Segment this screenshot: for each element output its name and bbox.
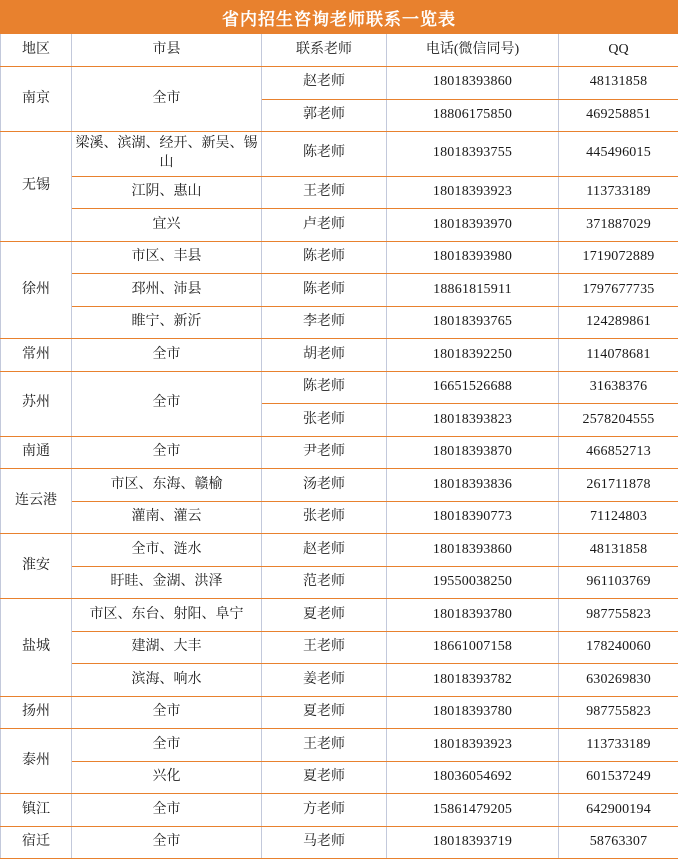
cell-city: 江阴、惠山 [72,176,262,209]
cell-phone: 18036054692 [387,761,559,794]
cell-region: 南京 [1,67,72,132]
cell-phone: 18018393765 [387,306,559,339]
table-row [1,761,678,794]
cell-city: 全市 [72,67,262,132]
table-row [1,132,678,177]
cell-teacher: 张老师 [262,404,387,437]
table-row [1,241,678,274]
table-row [1,339,678,372]
table-row [1,729,678,762]
cell-qq: 113733189 [559,729,678,762]
cell-city: 梁溪、滨湖、经开、新吴、锡山 [72,132,262,177]
page-title-bar [0,0,678,34]
cell-city: 全市 [72,729,262,762]
cell-qq: 466852713 [559,436,678,469]
cell-qq: 961103769 [559,566,678,599]
cell-city: 全市 [72,826,262,859]
table-row [1,631,678,664]
cell-city: 灌南、灌云 [72,501,262,534]
cell-region: 常州 [1,339,72,372]
table-row [1,826,678,859]
cell-phone: 19550038250 [387,566,559,599]
cell-qq: 601537249 [559,761,678,794]
cell-teacher: 陈老师 [262,274,387,307]
table-header [1,34,678,67]
cell-phone: 18018393923 [387,729,559,762]
table-row [1,566,678,599]
cell-city: 睢宁、新沂 [72,306,262,339]
cell-teacher: 赵老师 [262,534,387,567]
cell-teacher: 李老师 [262,306,387,339]
cell-teacher: 陈老师 [262,241,387,274]
cell-qq: 987755823 [559,696,678,729]
table-row [1,274,678,307]
table-row [1,436,678,469]
cell-city: 市区、东台、射阳、阜宁 [72,599,262,632]
cell-phone: 18018393755 [387,132,559,177]
table-body [1,67,678,859]
cell-qq: 261711878 [559,469,678,502]
cell-teacher: 张老师 [262,501,387,534]
cell-city: 全市、涟水 [72,534,262,567]
cell-region: 苏州 [1,371,72,436]
table-row [1,67,678,100]
cell-city: 全市 [72,339,262,372]
cell-phone: 18018393823 [387,404,559,437]
cell-qq: 469258851 [559,99,678,132]
cell-qq: 58763307 [559,826,678,859]
cell-qq: 445496015 [559,132,678,177]
cell-qq: 113733189 [559,176,678,209]
cell-city: 全市 [72,436,262,469]
cell-phone: 18018393782 [387,664,559,697]
contact-table [0,34,678,859]
cell-teacher: 王老师 [262,729,387,762]
cell-teacher: 姜老师 [262,664,387,697]
cell-phone: 18018393970 [387,209,559,242]
table-row [1,664,678,697]
table-row [1,306,678,339]
cell-qq: 371887029 [559,209,678,242]
cell-phone: 18018390773 [387,501,559,534]
column-header-teacher: 联系老师 [262,34,387,67]
table-row [1,534,678,567]
cell-region: 镇江 [1,794,72,827]
cell-teacher: 夏老师 [262,599,387,632]
column-header-city: 市县 [72,34,262,67]
cell-city: 市区、丰县 [72,241,262,274]
cell-teacher: 夏老师 [262,696,387,729]
table-header-row [1,34,678,67]
cell-teacher: 汤老师 [262,469,387,502]
cell-phone: 18018393860 [387,534,559,567]
cell-teacher: 赵老师 [262,67,387,100]
cell-city: 盱眭、金湖、洪泽 [72,566,262,599]
cell-phone: 18018393923 [387,176,559,209]
table-row [1,209,678,242]
cell-region: 淮安 [1,534,72,599]
cell-teacher: 王老师 [262,176,387,209]
cell-phone: 15861479205 [387,794,559,827]
cell-city: 全市 [72,696,262,729]
cell-teacher: 马老师 [262,826,387,859]
cell-qq: 987755823 [559,599,678,632]
table-row [1,794,678,827]
page-title: 省内招生咨询老师联系一览表 [222,5,456,30]
cell-region: 无锡 [1,132,72,242]
column-header-phone: 电话(微信同号) [387,34,559,67]
cell-city: 兴化 [72,761,262,794]
cell-teacher: 尹老师 [262,436,387,469]
cell-city: 滨海、响水 [72,664,262,697]
cell-qq: 642900194 [559,794,678,827]
table-row [1,696,678,729]
cell-city: 邳州、沛县 [72,274,262,307]
cell-phone: 18018393719 [387,826,559,859]
table-row [1,599,678,632]
table-row [1,469,678,502]
cell-teacher: 王老师 [262,631,387,664]
cell-teacher: 卢老师 [262,209,387,242]
cell-teacher: 陈老师 [262,132,387,177]
cell-teacher: 陈老师 [262,371,387,404]
column-header-qq: QQ [559,34,678,67]
table-row [1,176,678,209]
column-header-region: 地区 [1,34,72,67]
cell-region: 宿迁 [1,826,72,859]
cell-qq: 124289861 [559,306,678,339]
cell-phone: 18806175850 [387,99,559,132]
cell-phone: 18018393836 [387,469,559,502]
cell-city: 宜兴 [72,209,262,242]
cell-qq: 1797677735 [559,274,678,307]
cell-qq: 71124803 [559,501,678,534]
cell-phone: 18018393980 [387,241,559,274]
cell-phone: 18018393870 [387,436,559,469]
cell-qq: 31638376 [559,371,678,404]
table-row [1,371,678,404]
cell-city: 市区、东海、赣榆 [72,469,262,502]
cell-phone: 18018393780 [387,599,559,632]
cell-teacher: 方老师 [262,794,387,827]
cell-qq: 48131858 [559,67,678,100]
cell-region: 连云港 [1,469,72,534]
cell-city: 全市 [72,794,262,827]
cell-city: 全市 [72,371,262,436]
cell-qq: 48131858 [559,534,678,567]
cell-phone: 18018393860 [387,67,559,100]
cell-qq: 630269830 [559,664,678,697]
cell-teacher: 郭老师 [262,99,387,132]
cell-qq: 114078681 [559,339,678,372]
cell-region: 南通 [1,436,72,469]
cell-phone: 18018393780 [387,696,559,729]
cell-teacher: 胡老师 [262,339,387,372]
cell-city: 建湖、大丰 [72,631,262,664]
cell-phone: 18661007158 [387,631,559,664]
cell-phone: 16651526688 [387,371,559,404]
cell-region: 盐城 [1,599,72,697]
cell-teacher: 夏老师 [262,761,387,794]
cell-qq: 178240060 [559,631,678,664]
cell-phone: 18018392250 [387,339,559,372]
cell-region: 徐州 [1,241,72,339]
cell-qq: 1719072889 [559,241,678,274]
cell-qq: 2578204555 [559,404,678,437]
cell-teacher: 范老师 [262,566,387,599]
cell-region: 扬州 [1,696,72,729]
table-row [1,501,678,534]
cell-region: 泰州 [1,729,72,794]
cell-phone: 18861815911 [387,274,559,307]
